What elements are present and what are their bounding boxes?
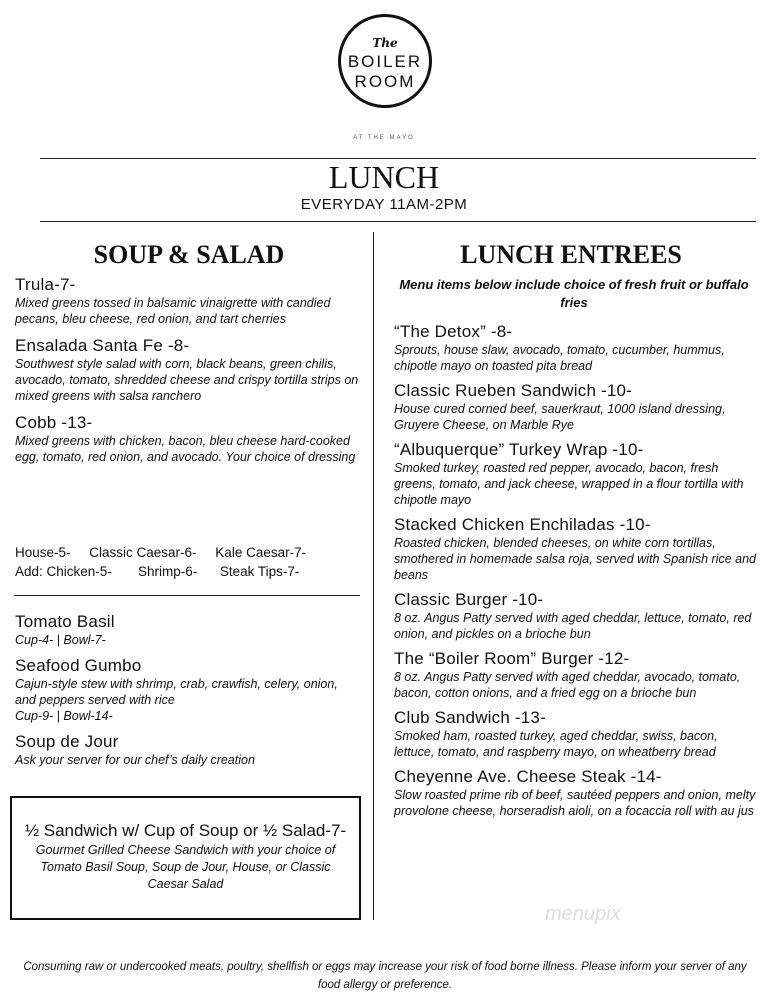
entrees-note: Menu items below include choice of fresh fruit or buffalo fries (399, 277, 749, 310)
soup-list (15, 612, 360, 768)
item-name: Classic Rueben Sandwich -10- (394, 381, 633, 400)
item-name: Tomato Basil (15, 612, 115, 631)
menu-item (394, 767, 756, 819)
title-divider (40, 221, 756, 222)
item-name: “Albuquerque” Turkey Wrap -10- (394, 440, 644, 459)
add-protein-options: Add: Chicken-5- Shrimp-6- Steak Tips-7- (15, 564, 300, 579)
item-desc: Mixed greens with chicken, bacon, bleu cheese hard-cooked egg, tomato, red onion, and avocado. Your choice of dressing (15, 434, 356, 464)
soup-salad-heading: SOUP & SALAD (93, 240, 285, 269)
restaurant-logo (338, 14, 432, 108)
menu-item (15, 612, 360, 648)
item-name: The “Boiler Room” Burger -12- (394, 649, 630, 668)
combo-desc: Gourmet Grilled Cheese Sandwich with your choice of Tomato Basil Soup, Soup de Jour, House, or Classic Caesar Salad (35, 843, 336, 891)
item-name: Soup de Jour (15, 732, 119, 751)
menu-item (394, 322, 756, 374)
item-name: Club Sandwich -13- (394, 708, 546, 727)
item-price: Cup-9- | Bowl-14- (15, 709, 113, 723)
item-desc: Smoked turkey, roasted red pepper, avocado, bacon, fresh greens, tomato, and jack cheese, wrapped in a flour tortilla with chipotle mayo (394, 461, 744, 507)
page-title: LUNCH (328, 159, 440, 195)
item-desc: House cured corned beef, sauerkraut, 1000 island dressing, Gruyere Cheese, on Marble Rye (394, 402, 726, 432)
logo-the: The (372, 36, 398, 50)
item-desc: Slow roasted prime rib of beef, sautéed peppers and onion, melty provolone cheese, horseradish aioli, on a focaccia roll with au jus (394, 788, 756, 818)
item-desc: 8 oz. Angus Patty served with aged cheddar, avocado, tomato, bacon, cotton onions, and a fried egg on a brioche bun (394, 670, 741, 700)
menu-item (15, 275, 360, 327)
lunch-entrees-heading: LUNCH ENTREES (460, 240, 682, 269)
menu-item (394, 440, 756, 508)
item-name: Ensalada Santa Fe -8- (15, 336, 190, 355)
entree-list (394, 322, 756, 819)
item-desc: Southwest style salad with corn, black beans, green chilis, avocado, tomato, shredded cheese and crispy tortilla strips on mixed greens with salsa ranchero (15, 357, 359, 403)
item-desc: Sprouts, house slaw, avocado, tomato, cucumber, hummus, chipotle mayo on toasted pita bread (394, 343, 725, 373)
menu-item (15, 732, 360, 768)
item-desc: Cup-4- | Bowl-7- (15, 633, 106, 647)
item-name: Classic Burger -10- (394, 590, 544, 609)
food-safety-disclaimer: Consuming raw or undercooked meats, poultry, shellfish or eggs may increase your risk of food borne illness. Please inform your server of any food allergy or preference. (23, 961, 747, 991)
hours-text: EVERYDAY 11AM-2PM (300, 196, 468, 213)
item-name: Trula-7- (15, 275, 76, 294)
logo-tagline: AT THE MAYO (353, 135, 415, 141)
logo-line-2: ROOM (354, 72, 416, 91)
menu-item (15, 656, 360, 724)
menu-item (394, 649, 756, 701)
item-name: Cheyenne Ave. Cheese Steak -14- (394, 767, 662, 786)
menu-item (394, 381, 756, 433)
item-name: Cobb -13- (15, 413, 93, 432)
item-name: “The Detox” -8- (394, 322, 513, 341)
item-name: Stacked Chicken Enchiladas -10- (394, 515, 651, 534)
item-desc: Ask your server for our chef’s daily creation (15, 753, 255, 767)
combo-title: ½ Sandwich w/ Cup of Soup or ½ Salad-7- (24, 821, 347, 840)
item-desc: Cajun-style stew with shrimp, crab, crawfish, celery, onion, and peppers served with rice (15, 677, 338, 707)
item-desc: Roasted chicken, blended cheeses, on white corn tortillas, smothered in homemade salsa roja, served with Spanish rice and beans (394, 536, 756, 582)
dressing-options: House-5- Classic Caesar-6- Kale Caesar-7- (15, 545, 307, 560)
menu-item (15, 336, 360, 404)
menu-item (394, 515, 756, 583)
logo-line-1: BOILER (347, 52, 423, 71)
item-desc: Smoked ham, roasted turkey, aged cheddar, swiss, bacon, lettuce, tomato, and raspberry mayo, on wheatberry bread (394, 729, 718, 759)
item-name: Seafood Gumbo (15, 656, 142, 675)
item-desc: 8 oz. Angus Patty served with aged cheddar, lettuce, tomato, red onion, and pickles on a brioche bun (394, 611, 752, 641)
item-desc: Mixed greens tossed in balsamic vinaigrette with candied pecans, bleu cheese, red onion, and tart cherries (15, 296, 331, 326)
combo-special-box (10, 796, 361, 920)
column-divider (373, 232, 374, 920)
menu-item (394, 708, 756, 760)
menu-item (394, 590, 756, 642)
salad-list (15, 275, 360, 465)
menu-item (15, 413, 360, 465)
soup-divider (14, 595, 360, 596)
watermark: menupix (545, 903, 621, 925)
